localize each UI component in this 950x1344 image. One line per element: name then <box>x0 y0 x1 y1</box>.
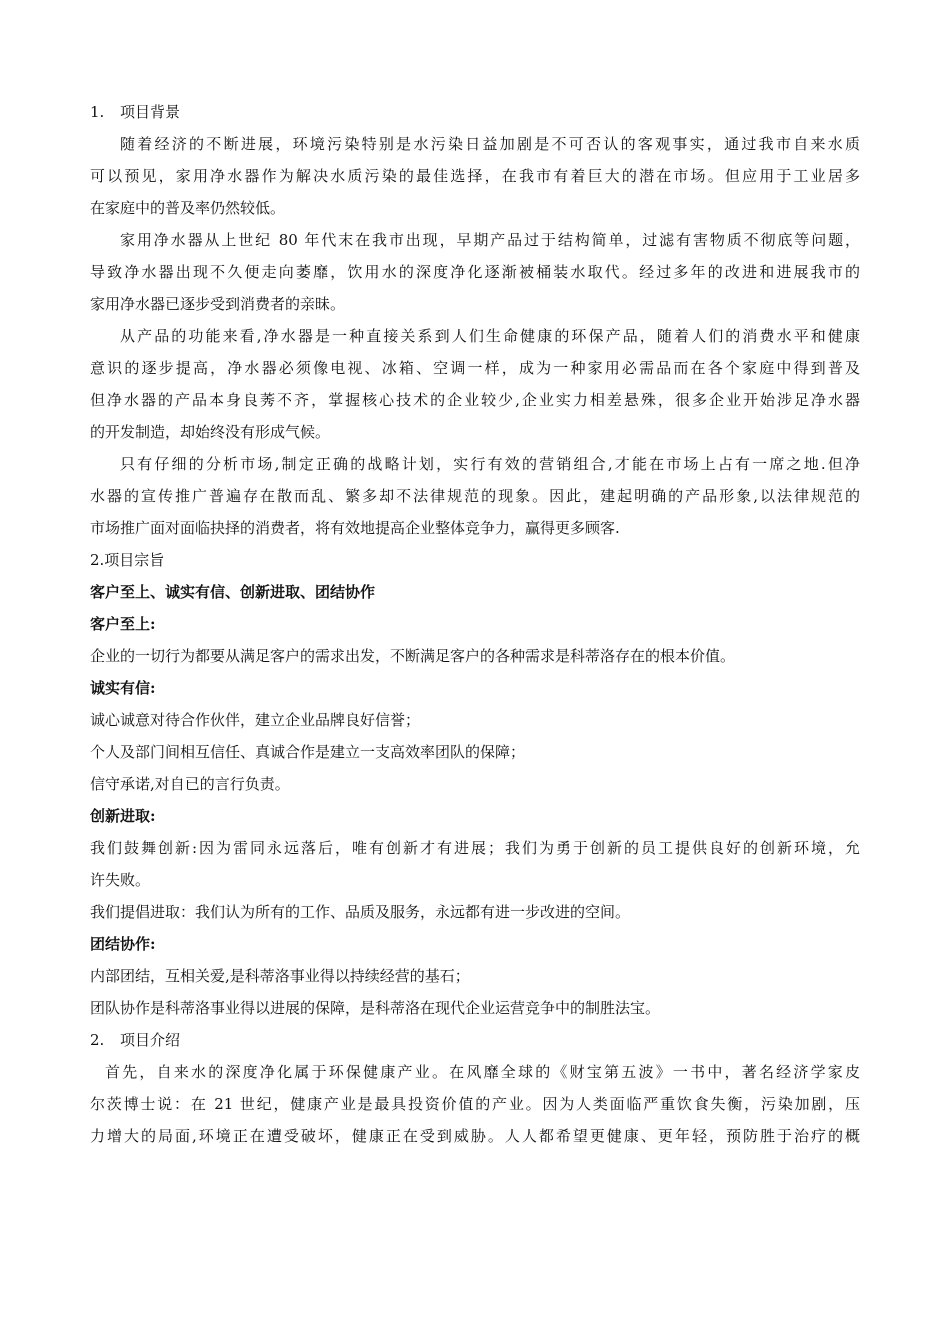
paragraph-line: 导致净水器出现不久便走向萎靡，饮用水的深度净化逐渐被桶装水取代。经过多年的改进和进展我市的 <box>90 263 860 281</box>
paragraph <box>90 448 860 544</box>
section-title: 项目背景 <box>120 103 181 121</box>
paragraph <box>90 224 860 320</box>
paragraph-line: 的开发制造，却始终没有形成气候。 <box>90 423 331 441</box>
section-heading <box>90 96 860 128</box>
value-heading: 诚实有信: <box>90 679 156 697</box>
section-number: 2. <box>90 1031 105 1049</box>
paragraph-line: 水器的宣传推广普遍存在散而乱、繁多却不法律规范的现象。因此，建起明确的产品形象,以法律规范的 <box>90 487 860 505</box>
value-line: 我们提倡进取：我们认为所有的工作、品质及服务，永远都有进一步改进的空间。 <box>90 903 631 921</box>
paragraph-line: 意识的逐步提高，净水器必须像电视、冰箱、空调一样，成为一种家用必需品而在各个家庭中得到普及 <box>90 359 860 377</box>
value-heading: 团结协作: <box>90 935 156 953</box>
section-heading <box>90 1024 860 1056</box>
value-line: 许失败。 <box>90 871 151 889</box>
value-line: 企业的一切行为都要从满足客户的需求出发，不断满足客户的各种需求是科蒂洛存在的根本价值。 <box>90 647 736 665</box>
value-line: 诚心诚意对待合作伙伴，建立企业品牌良好信誉； <box>90 711 421 729</box>
value-line: 个人及部门间相互信任、真诚合作是建立一支高效率团队的保障； <box>90 743 526 761</box>
paragraph <box>90 320 860 448</box>
paragraph-line: 市场推广面对面临抉择的消费者，将有效地提高企业整体竞争力，赢得更多顾客. <box>90 519 620 537</box>
paragraph-line: 从产品的功能来看,净水器是一种直接关系到人们生命健康的环保产品，随着人们的消费水平和健康 <box>120 327 860 345</box>
paragraph-line: 首先，自来水的深度净化属于环保健康产业。在风靡全球的《财宝第五波》一书中，著名经济学家皮 <box>105 1063 860 1081</box>
section-title: 项目介绍 <box>120 1031 181 1049</box>
value-heading: 创新进取: <box>90 807 156 825</box>
section-number: 1. <box>90 103 105 121</box>
paragraph-line: 随着经济的不断进展，环境污染特别是水污染日益加剧是不可否认的客观事实，通过我市自来水质 <box>120 135 860 153</box>
paragraph-line: 在家庭中的普及率仍然较低。 <box>90 199 286 217</box>
paragraph <box>90 1056 860 1152</box>
paragraph-line: 力增大的局面,环境正在遭受破坏，健康正在受到威胁。人人都希望更健康、更年轻，预防胜于治疗的概 <box>90 1127 860 1145</box>
value-line: 信守承诺,对自已的言行负责。 <box>90 775 290 793</box>
paragraph-line: 尔茨博士说：在 21 世纪，健康产业是最具投资价值的产业。因为人类面临严重饮食失衡，污染加剧，压 <box>90 1095 860 1113</box>
paragraph-line: 但净水器的产品本身良莠不齐，掌握核心技术的企业较少,企业实力相差悬殊，很多企业开始涉足净水器 <box>90 391 860 409</box>
value-heading: 客户至上: <box>90 615 156 633</box>
paragraph-line: 家用净水器已逐步受到消费者的亲昧。 <box>90 295 346 313</box>
value-line: 团队协作是科蒂洛事业得以进展的保障，是科蒂洛在现代企业运营竞争中的制胜法宝。 <box>90 999 661 1017</box>
value-line: 内部团结，互相关爱,是科蒂洛事业得以持续经营的基石； <box>90 967 470 985</box>
motto: 客户至上、诚实有信、创新进取、团结协作 <box>90 583 376 601</box>
paragraph-line: 只有仔细的分析市场,制定正确的战略计划，实行有效的营销组合,才能在市场上占有一席之地.但净 <box>120 455 860 473</box>
paragraph-line: 家用净水器从上世纪 80 年代末在我市出现，早期产品过于结构简单，过滤有害物质不彻底等问题， <box>120 231 860 249</box>
paragraph <box>90 128 860 224</box>
section-title: 2.项目宗旨 <box>90 551 165 569</box>
value-line: 我们鼓舞创新:因为雷同永远落后，唯有创新才有进展；我们为勇于创新的员工提供良好的创新环境，允 <box>90 839 860 857</box>
document-page <box>90 96 860 1152</box>
paragraph-line: 可以预见，家用净水器作为解决水质污染的最佳选择，在我市有着巨大的潜在市场。但应用于工业居多 <box>90 167 860 185</box>
